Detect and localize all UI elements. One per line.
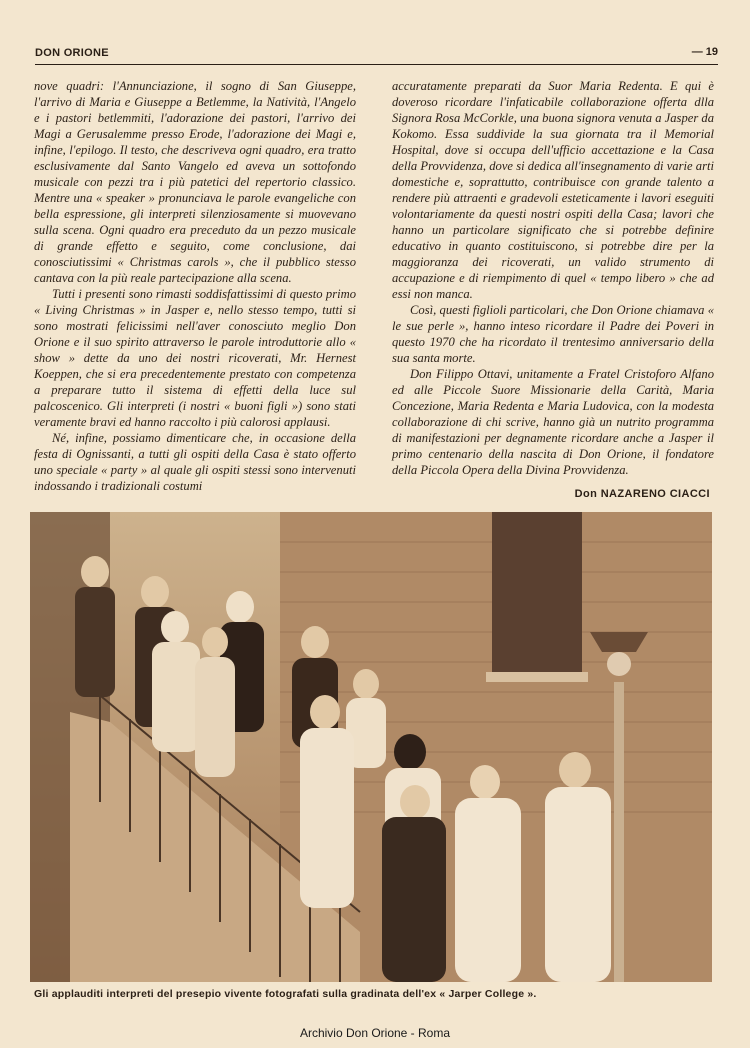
page-header (35, 44, 718, 65)
building-window (492, 512, 582, 672)
nativity-group-photo (30, 512, 712, 982)
running-title: DON ORIONE (35, 47, 109, 59)
left-paragraph-1: nove quadri: l'Annunciazione, il sogno di San Giuseppe, l'arrivo di Maria e Giuseppe a Betlemme, la Natività, l'Angelo e i pastori betlemmiti, l'adorazione dei pastori, l'arrivo dei Magi a Gerusalemme presso Erode, l'adorazione dei Magi e, infine, l'epilogo. Il testo, che descriveva ogni quadro, era tratto esclusivamente dal Santo Vangelo ed aveva un sottofondo musicale con pezzi tra i più patetici del repertorio classico. Mentre una « speaker » pronunciava le parole evangeliche con bella espressione, gli interpreti silenziosamente si muovevano sulla scena. Ogni quadro era preceduto da un pezzo musicale di grande effetto e seguito, come conclusione, dai conosciutissimi « Christmas carols », che il pubblico stesso cantava con la più reale partecipazione alla scena. (34, 79, 356, 285)
page-number: — 19 (691, 46, 718, 58)
right-paragraph-2: Così, questi figlioli particolari, che Don Orione chiamava « le sue perle », hanno inteso ricordare il Padre dei Poveri in questo 1970 che ha ricordato il trentesimo anniversario della sua santa morte. (392, 303, 714, 365)
photo-illustration (30, 512, 712, 982)
left-column (34, 78, 356, 494)
window-sill (486, 672, 588, 682)
left-paragraph-2: Tutti i presenti sono rimasti soddisfattissimi di questo primo « Living Christmas » in Jasper e, nello stesso tempo, tutti si sono mostrati felicissimi nell'aver conosciuto meglio Don Orione e il suo spirito attraverso le parole introduttorie allo « show » dette da uno dei nostri ricoverati, Mr. Hernest Koeppen, che si era precedentemente prestato con competenza a preparare tutto il sistema di effetti della luce sul palcoscenico. Gli interpreti (i nostri « buoni figli ») sono stati veramente bravi ed hanno raccolto i più calorosi applausi. (34, 287, 356, 429)
lamp-globe (607, 652, 631, 676)
right-paragraph-3: Don Filippo Ottavi, unitamente a Fratel Cristoforo Alfano ed alle Piccole Suore Missionarie della Carità, Maria Concezione, Maria Redenta e Maria Ludovica, con la modesta collaborazione di chi scrive, hanno già un nutrito programma di manifestazioni per degnamente ricordare anche a Jasper il primo centenario della nascita di Don Orione, il fondatore della Piccola Opera della Divina Provvidenza. (392, 367, 714, 477)
right-paragraph-1: accuratamente preparati da Suor Maria Redenta. E qui è doveroso ricordare l'infaticabile collaborazione offerta dlla Signora Rosa McCorkle, una buona signora venuta a Jasper da Kokomo. Essa suddivide la sua giornata tra il Memorial Hospital, dove si occupa dell'ufficio accettazione e la Casa della Provvidenza, dove si dedica all'insegnamento di varie arti domestiche e, soprattutto, contribuisce con grande talento a rendere più attraenti e gradevoli esteticamente i lavori eseguiti volontariamente da questi nostri ospiti della Casa; lavori che hanno un particolare significato che si potrebbe definire educativo in quanto costituiscono, si potrebbe dire per la maggioranza dei ricoverati, un valido strumento di accupazione e di riempimento di quel « tempo libero » che ad essi non manca. (392, 79, 714, 301)
author-signature: Don NAZARENO CIACCI (574, 488, 710, 500)
left-paragraph-3: Né, infine, possiamo dimenticare che, in occasione della festa di Ognissanti, a tutti gli ospiti della Casa è stato offerto uno speciale « party » al quale gli ospiti stessi sono intervenuti indossando i tradizionali costumi (34, 431, 356, 493)
right-column (392, 78, 714, 478)
photo-caption: Gli applauditi interpreti del presepio vivente fotografati sulla gradinata dell'ex « Jarper College ». (34, 988, 537, 1000)
archive-footer: Archivio Don Orione - Roma (299, 1026, 451, 1040)
lamp-post (614, 682, 624, 982)
